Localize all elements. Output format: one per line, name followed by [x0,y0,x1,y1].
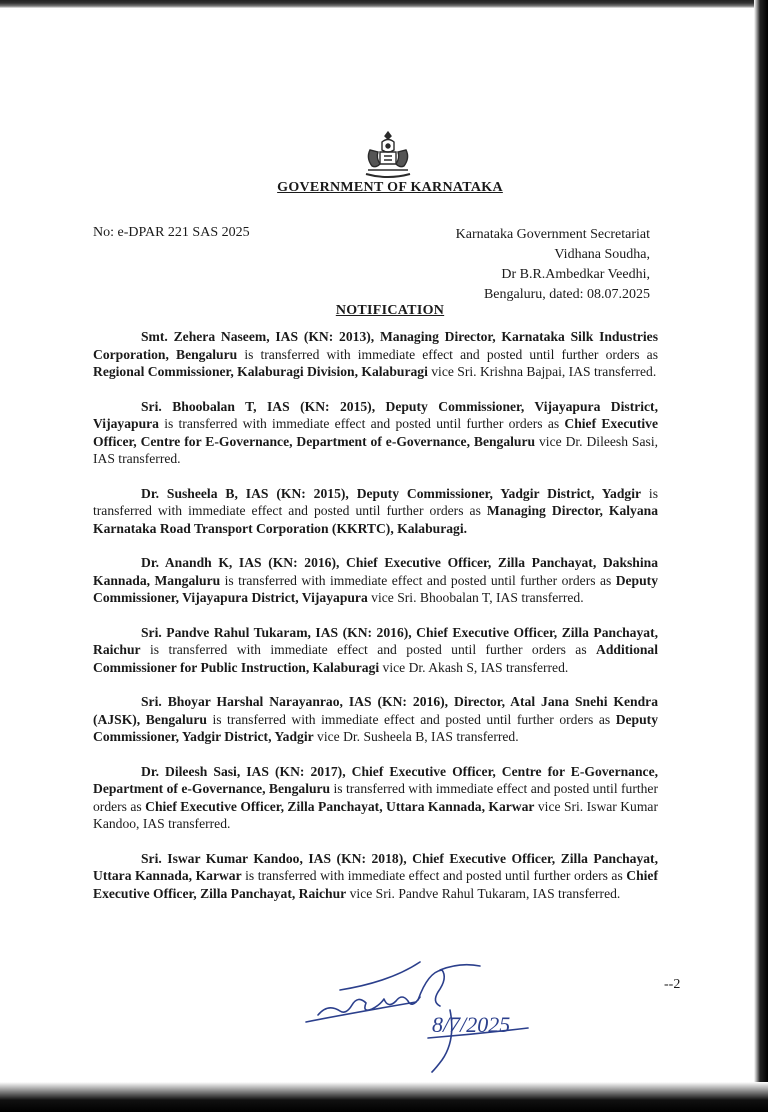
address-line-date: Bengaluru, dated: 08.07.2025 [483,287,650,302]
transfer-paragraph: Sri. Iswar Kumar Kandoo, IAS (KN: 2018), Chief Executive Officer, Zilla Panchayat, Uttara Kannada, Karwar is transferred with immediate effect and posted until further orders as Chief Executive Officer, Zilla Panchayat, Raichur vice Sri. Pandve Rahul Tukaram, IAS transferred. [93,850,658,901]
page-continuation: --2 [664,977,681,992]
address-block [440,225,650,305]
handwritten-signature [300,960,550,1075]
address-line: Karnataka Government Secretariat [455,227,650,242]
notification-title: NOTIFICATION [335,303,445,318]
transfer-paragraph: Sri. Pandve Rahul Tukaram, IAS (KN: 2016), Chief Executive Officer, Zilla Panchayat, Raichur is transferred with immediate effect and posted until further orders as Additional Commissioner for Public Instruction, Kalaburagi vice Dr. Akash S, IAS transferred. [93,624,658,675]
scan-edge-right [754,0,768,1112]
transfer-paragraph: Dr. Dileesh Sasi, IAS (KN: 2017), Chief Executive Officer, Centre for E-Governance, Department of e-Governance, Bengaluru is transferred with immediate effect and posted until further orders as Chief Executive Officer, Zilla Panchayat, Uttara Kannada, Karwar vice Sri. Iswar Kumar Kandoo, IAS transferred. [93,763,658,831]
scan-edge-top [0,0,768,8]
transfer-paragraph: Dr. Susheela B, IAS (KN: 2015), Deputy Commissioner, Yadgir District, Yadgir is transferred with immediate effect and posted until further orders as Managing Director, Kalyana Karnataka Road Transport Corporation (KKRTC), Kalaburagi. [93,485,658,536]
transfer-paragraph: Sri. Bhoobalan T, IAS (KN: 2015), Deputy Commissioner, Vijayapura District, Vijayapura is transferred with immediate effect and posted until further orders as Chief Executive Officer, Centre for E-Governance, Department of e-Governance, Bengaluru vice Dr. Dileesh Sasi, IAS transferred. [93,398,658,466]
transfer-paragraph: Smt. Zehera Naseem, IAS (KN: 2013), Managing Director, Karnataka Silk Industries Corporation, Bengaluru is transferred with immediate effect and posted until further orders as Regional Commissioner, Kalaburagi Division, Kalaburagi vice Sri. Krishna Bajpai, IAS transferred. [93,329,658,379]
signature-date: 8/7/2025 [432,1012,511,1037]
transfer-paragraph: Sri. Bhoyar Harshal Narayanrao, IAS (KN: 2016), Director, Atal Jana Snehi Kendra (AJSK), Bengaluru is transferred with immediate effect and posted until further orders as Deputy Commissioner, Yadgir District, Yadgir vice Dr. Susheela B, IAS transferred. [93,694,658,744]
scan-edge-bottom [0,1082,768,1112]
state-emblem-icon [360,130,416,182]
government-title: GOVERNMENT OF KARNATAKA [277,180,503,195]
address-line: Vidhana Soudha, [554,247,650,262]
reference-number: No: e-DPAR 221 SAS 2025 [93,225,250,240]
transfer-paragraph: Dr. Anandh K, IAS (KN: 2016), Chief Executive Officer, Zilla Panchayat, Dakshina Kannada, Mangaluru is transferred with immediate effect and posted until further orders as Deputy Commissioner, Vijayapura District, Vijayapura vice Sri. Bhoobalan T, IAS transferred. [93,555,658,605]
notification-body [93,328,658,919]
address-line: Dr B.R.Ambedkar Veedhi, [501,267,650,282]
